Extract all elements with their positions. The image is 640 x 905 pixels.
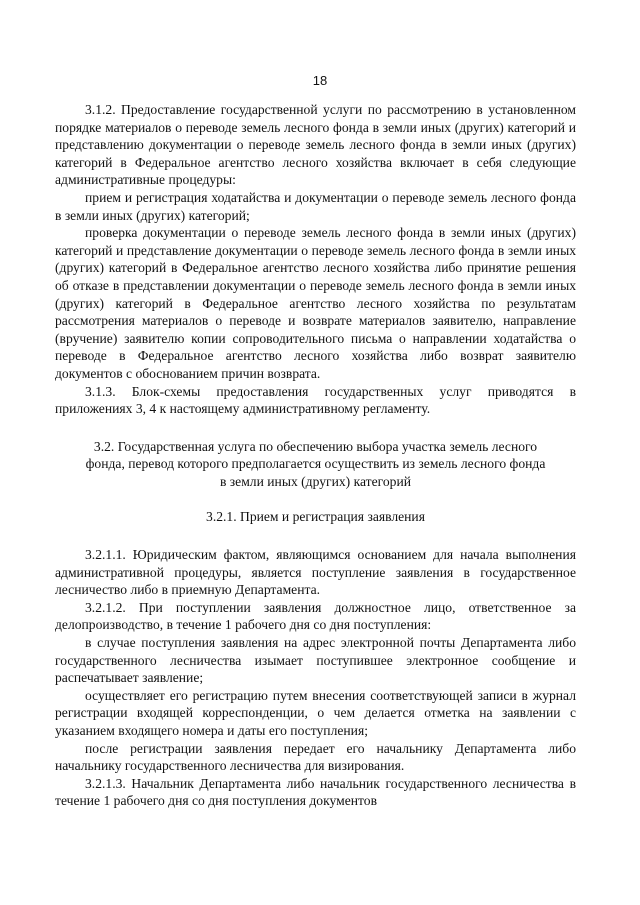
paragraph-3-2-1-2: 3.2.1.2. При поступлении заявления должностное лицо, ответственное за делопроизводство, в течение 1 рабочего дня со дня поступления:	[55, 599, 576, 633]
paragraph-registration: осуществляет его регистрацию путем внесения соответствующей записи в журнал регистрации входящей корреспонденции, о чем делается отметка на заявлении с указанием входящего номера и даты его поступления;	[55, 687, 576, 738]
page-number: 18	[312, 73, 328, 88]
paragraph-3-2-1-3: 3.2.1.3. Начальник Департамента либо начальник государственного лесничества в течение 1 рабочего дня со дня поступления документов	[55, 775, 576, 809]
paragraph-3-1-3: 3.1.3. Блок-схемы предоставления государственных услуг приводятся в приложениях 3, 4 к настоящему административному регламенту.	[55, 383, 576, 417]
paragraph-3-1-2: 3.1.2. Предоставление государственной услуги по рассмотрению в установленном порядке материалов о переводе земель лесного фонда в земли иных (других) категорий и представлению документации о переводе земель лесного фонда в земли иных (других) категорий в Федеральное агентство лесного хозяйства включает в себя следующие административные процедуры:	[55, 102, 576, 188]
paragraph-3-2-1-1: 3.2.1.1. Юридическим фактом, являющимся основанием для начала выполнения административной процедуры, является поступление заявления в государственное лесничество либо в приемную Департамента.	[55, 547, 576, 598]
paragraph-intake: прием и регистрация ходатайства и документации о переводе земель лесного фонда в земли иных (других) категорий;	[55, 189, 576, 223]
document-body	[55, 101, 576, 810]
section-heading: 3.2. Государственная услуга по обеспечению выбора участка земель лесного фонда, перевод которого предполагается осуществить из земель лесного фонда в земли иных (других) категорий	[85, 438, 546, 489]
paragraph-email: в случае поступления заявления на адрес электронной почты Департамента либо государственного лесничества изымает поступившее электронное сообщение и распечатывает заявление;	[55, 635, 576, 686]
subsection-heading: 3.2.1. Прием и регистрация заявления	[206, 509, 425, 525]
paragraph-transfer: после регистрации заявления передает его начальнику Департамента либо начальнику государственного лесничества для визирования.	[55, 740, 576, 774]
paragraph-review: проверка документации о переводе земель лесного фонда в земли иных (других) категорий и представление документации о переводе земель лесного фонда в земли иных (других) категорий в Федеральное агентство лесного хозяйства либо принятие решения об отказе в представлении документации о переводе земель лесного фонда в земли иных (других) категорий в Федеральное агентство лесного хозяйства по результатам рассмотрения материалов о переводе и возврате материалов заявителю, направление (вручение) заявителю копии сопроводительного письма о направлении ходатайства о переводе в Федеральное агентство лесного хозяйства либо возврат заявителю документов с обоснованием причин возврата.	[55, 225, 576, 381]
